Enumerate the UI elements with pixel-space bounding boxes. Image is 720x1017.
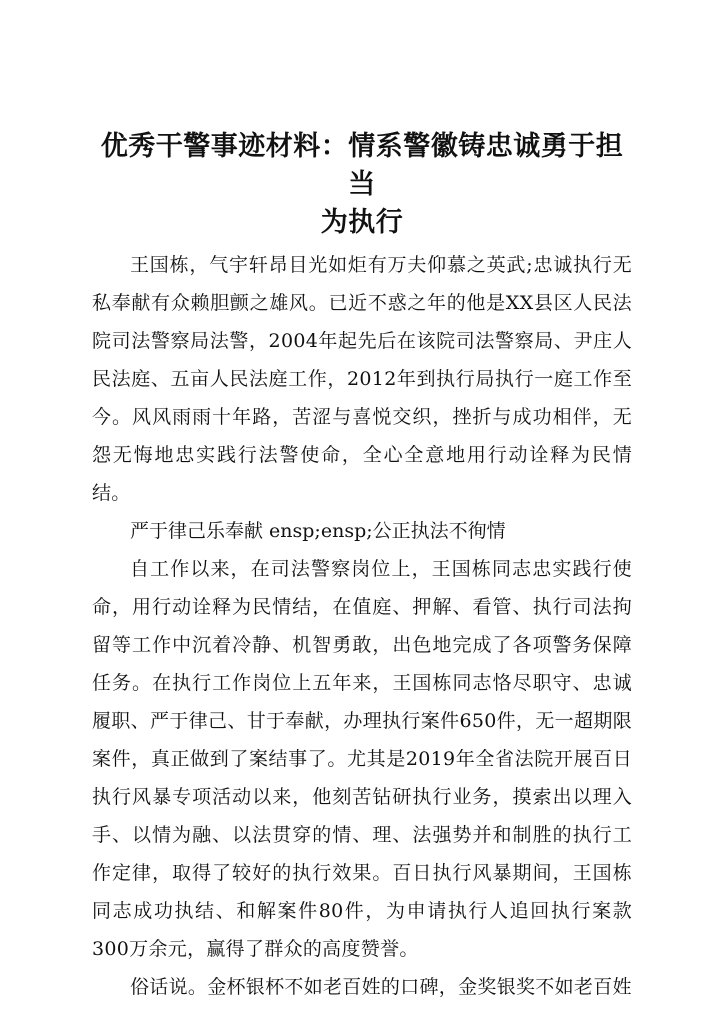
paragraph-intro: 王国栋，气宇轩昂目光如炬有万夫仰慕之英武;忠诚执行无私奉献有众赖胆颤之雄风。已近不惑之年的他是XX县区人民法院司法警察局法警，2004年起先后在该院司法警察局、尹庄人民法庭、五亩人民法庭工作，2012年到执行局执行一庭工作至今。风风雨雨十年路，苦涩与喜悦交织，挫折与成功相伴，无怨无悔地忠实践行法警使命，全心全意地用行动诠释为民情结。: [92, 254, 632, 504]
document-page: [92, 128, 632, 1006]
title-line-1: 优秀干警事迹材料：情系警徽铸忠诚勇于担当: [100, 131, 624, 200]
section-subheading: 严于律己乐奉献 ensp;ensp;公正执法不徇情: [130, 520, 506, 542]
document-title: [92, 128, 632, 242]
paragraph-work-record: 自工作以来，在司法警察岗位上，王国栋同志忠实践行使命，用行动诠释为民情结，在值庭、押解、看管、执行司法拘留等工作中沉着冷静、机智勇敢，出色地完成了各项警务保障任务。在执行工作岗位上五年来，王国栋同志恪尽职守、忠诚履职、严于律己、甘于奉献，办理执行案件650件，无一超期限案件，真正做到了案结事了。尤其是2019年全省法院开展百日执行风暴专项活动以来，他刻苦钻研执行业务，摸索出以理入手、以情为融、以法贯穿的情、理、法强势并和制胜的执行工作定律，取得了较好的执行效果。百日执行风暴期间，王国栋同志成功执结、和解案件80件，为申请执行人追回执行案款300万余元，赢得了群众的高度赞誉。: [92, 558, 632, 960]
paragraph-saying: 俗话说。金杯银杯不如老百姓的口碑，金奖银奖不如老百姓: [130, 976, 632, 998]
title-line-2: 为执行: [320, 207, 404, 238]
